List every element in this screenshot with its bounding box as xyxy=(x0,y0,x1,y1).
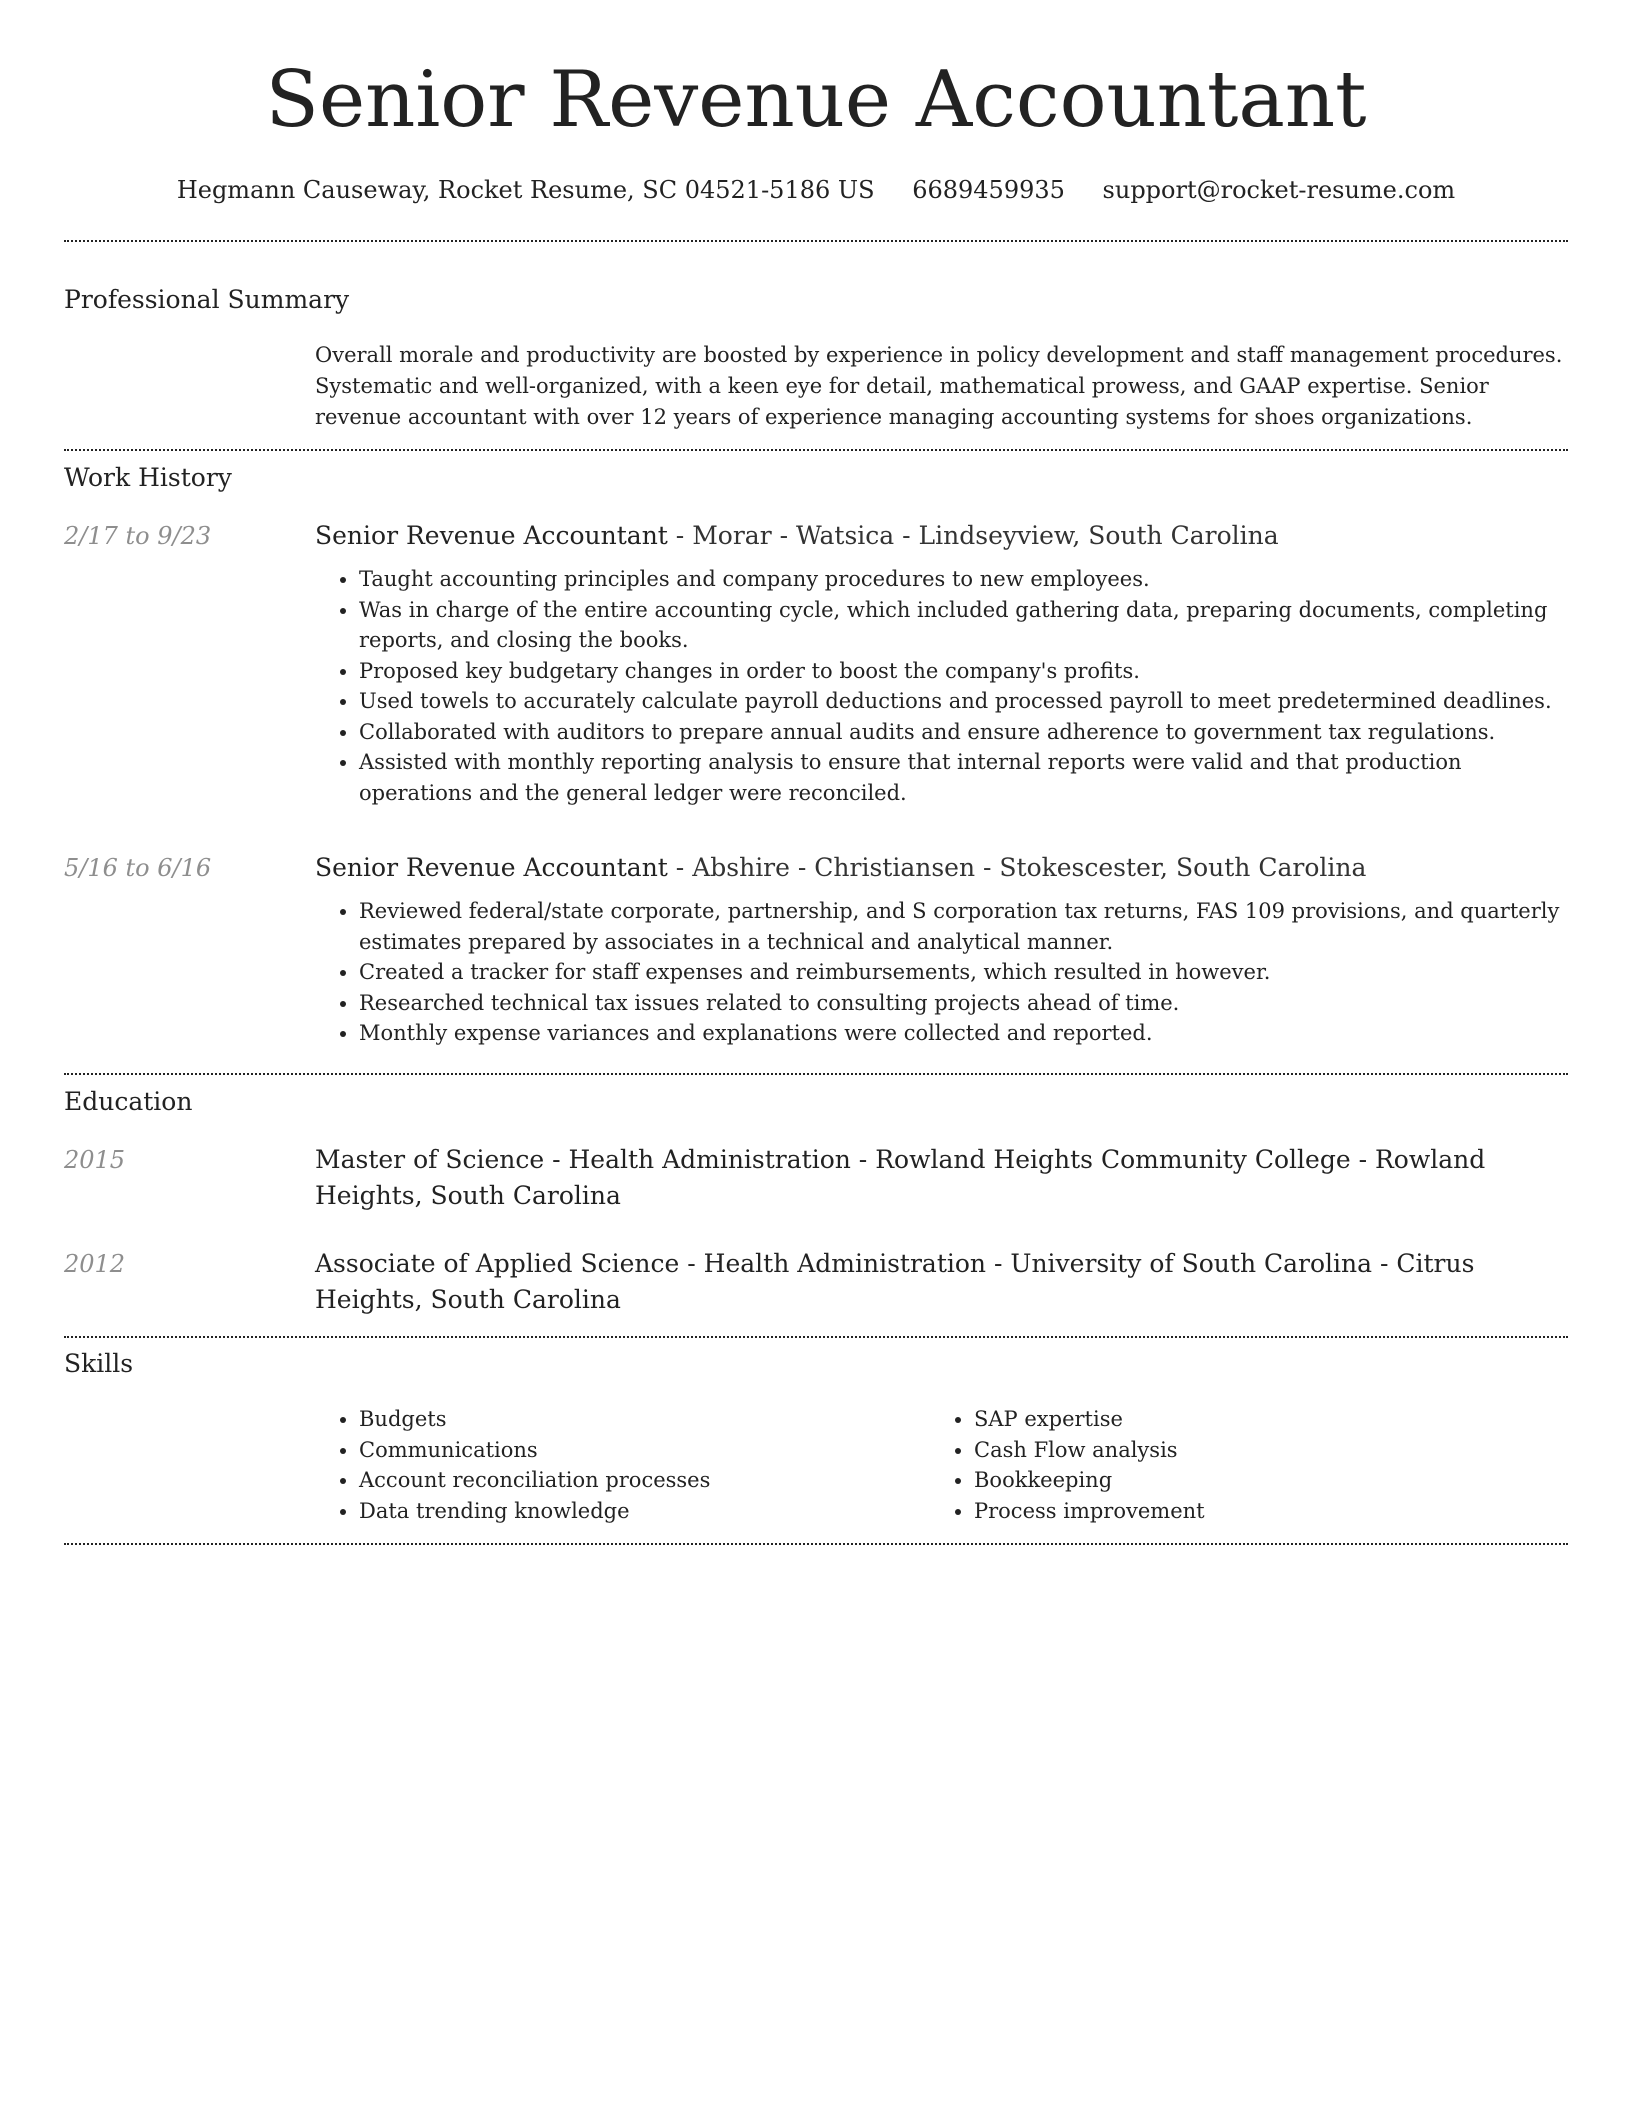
skill-item: • Communications xyxy=(359,1435,915,1466)
job-bullets xyxy=(315,564,1568,808)
divider xyxy=(64,1336,1568,1338)
divider xyxy=(64,1543,1568,1545)
job-company: Morar - Watsica - Lindseyview, South Carolina xyxy=(692,521,1279,550)
job-title xyxy=(315,850,1568,886)
education-degree: Master of Science - Health Administration xyxy=(315,1145,851,1174)
skills-column-left xyxy=(315,1404,915,1526)
list-item: • Taught accounting principles and company procedures to new employees. xyxy=(359,564,1568,595)
job-title xyxy=(315,518,1568,554)
skill-item: • SAP expertise xyxy=(974,1404,1530,1435)
contact-email: support@rocket-resume.com xyxy=(1102,176,1456,204)
job-entry xyxy=(315,518,1568,808)
divider xyxy=(64,1073,1568,1075)
skill-item: • Budgets xyxy=(359,1404,915,1435)
education-entry xyxy=(315,1142,1568,1214)
resume-title: Senior Revenue Accountant xyxy=(265,55,1367,145)
job-dates: 2/17 to 9/23 xyxy=(64,522,212,550)
education-school: Rowland Heights Community College - Rowland Heights, South Carolina xyxy=(315,1145,1486,1210)
job-entry xyxy=(315,850,1568,1049)
education-school: University of South Carolina - Citrus Heights, South Carolina xyxy=(315,1249,1475,1314)
education-year: 2015 xyxy=(64,1146,126,1174)
skill-item: • Data trending knowledge xyxy=(359,1496,915,1527)
education-separator: - xyxy=(986,1249,1011,1278)
education-entry xyxy=(315,1246,1568,1318)
skill-item: • Account reconciliation processes xyxy=(359,1465,915,1496)
list-item: • Reviewed federal/state corporate, partnership, and S corporation tax returns, FAS 109 provisions, and quarterly estimates prepared by associates in a technical and analytical manner. xyxy=(359,896,1568,957)
skill-item: • Process improvement xyxy=(974,1496,1530,1527)
skill-item: • Cash Flow analysis xyxy=(974,1435,1530,1466)
list-item: • Was in charge of the entire accounting cycle, which included gathering data, preparing documents, completing reports, and closing the books. xyxy=(359,595,1568,656)
skills-list-right xyxy=(930,1404,1530,1526)
job-bullets xyxy=(315,896,1568,1049)
contact-line xyxy=(64,170,1568,210)
job-role: Senior Revenue Accountant xyxy=(315,521,668,550)
skills-heading: Skills xyxy=(64,1349,134,1378)
list-item: • Created a tracker for staff expenses and reimbursements, which resulted in however. xyxy=(359,957,1568,988)
list-item: • Assisted with monthly reporting analysis to ensure that internal reports were valid and that production operations and the general ledger were reconciled. xyxy=(359,747,1568,808)
job-dates: 5/16 to 6/16 xyxy=(64,854,212,882)
summary-text: Overall morale and productivity are boosted by experience in policy development and staff management procedures. Systematic and well-organized, with a keen eye for detail, mathematical prowess, and GAAP expertise. Senior revenue accountant with over 12 years of experience managing accounting systems for shoes organizations. xyxy=(315,343,1563,429)
summary-heading: Professional Summary xyxy=(64,285,350,314)
skills-list-left xyxy=(315,1404,915,1526)
skills-column-right xyxy=(930,1404,1530,1526)
job-role: Senior Revenue Accountant xyxy=(315,853,668,882)
education-degree: Associate of Applied Science - Health Administration xyxy=(315,1249,987,1278)
education-year: 2012 xyxy=(64,1250,126,1278)
list-item: • Used towels to accurately calculate payroll deductions and processed payroll to meet predetermined deadlines. xyxy=(359,686,1568,717)
job-separator: - xyxy=(667,853,693,882)
job-separator: - xyxy=(667,521,693,550)
contact-address: Hegmann Causeway, Rocket Resume, SC 04521-5186 US xyxy=(176,176,875,204)
divider xyxy=(64,240,1568,242)
summary-body xyxy=(315,340,1568,433)
education-title xyxy=(315,1142,1568,1214)
list-item: • Proposed key budgetary changes in order to boost the company's profits. xyxy=(359,656,1568,687)
list-item: • Collaborated with auditors to prepare annual audits and ensure adherence to government tax regulations. xyxy=(359,717,1568,748)
list-item: • Monthly expense variances and explanations were collected and reported. xyxy=(359,1018,1568,1049)
contact-phone: 6689459935 xyxy=(912,176,1065,204)
education-title xyxy=(315,1246,1568,1318)
list-item: • Researched technical tax issues related to consulting projects ahead of time. xyxy=(359,988,1568,1019)
divider xyxy=(64,449,1568,451)
skill-item: • Bookkeeping xyxy=(974,1465,1530,1496)
job-company: Abshire - Christiansen - Stokescester, South Carolina xyxy=(692,853,1367,882)
work-history-heading: Work History xyxy=(64,463,232,492)
education-heading: Education xyxy=(64,1087,193,1116)
education-separator: - xyxy=(850,1145,876,1174)
